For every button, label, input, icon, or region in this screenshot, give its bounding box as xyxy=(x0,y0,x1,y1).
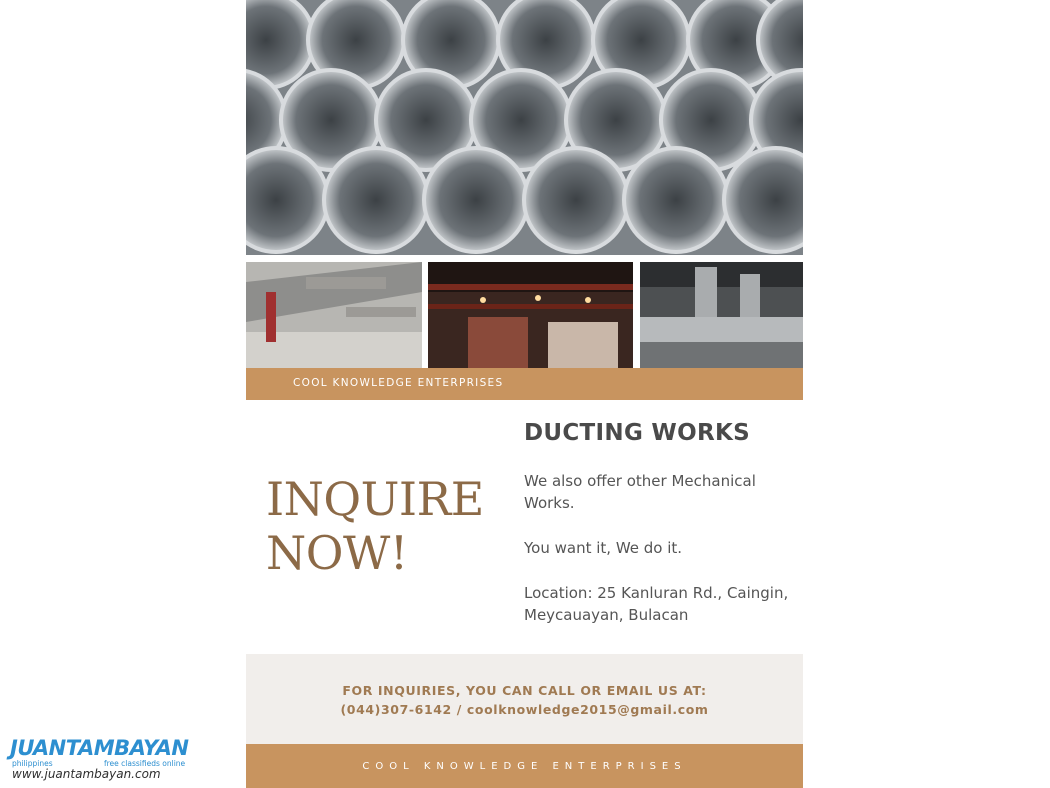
juantambayan-watermark xyxy=(10,736,194,784)
services-text: We also offer other Mechanical Works. xyxy=(524,472,756,512)
duct-pipe xyxy=(624,148,728,252)
duct-pipe xyxy=(424,148,528,252)
photo-ducts-ceiling xyxy=(246,262,422,368)
headline-line-1: INQUIRE xyxy=(266,472,484,526)
poster xyxy=(246,0,803,788)
contact-details: (044)307-6142 / coolknowledge2015@gmail.com xyxy=(340,702,709,717)
watermark-brand: JUANTAMBAYAN xyxy=(10,736,189,760)
watermark-url: www.juantambayan.com xyxy=(12,767,161,781)
photo-restaurant-ducts xyxy=(428,262,633,368)
bottom-company-name: COOL KNOWLEDGE ENTERPRISES xyxy=(362,761,687,772)
duct-stack-illustration xyxy=(246,0,803,255)
watermark-tagline-right: free classifieds online xyxy=(104,759,186,768)
contact-heading: FOR INQUIRIES, YOU CAN CALL OR EMAIL US AT: xyxy=(342,683,707,698)
top-company-band xyxy=(246,368,803,400)
location-text: Location: 25 Kanluran Rd., Caingin, Meycauayan, Bulacan xyxy=(524,584,789,624)
service-title: DUCTING WORKS xyxy=(524,420,750,446)
watermark-tagline-left: philippines xyxy=(12,759,53,768)
hero-duct-photo xyxy=(246,0,803,255)
duct-pipe xyxy=(524,148,628,252)
bottom-company-band xyxy=(246,744,803,788)
photo-kitchen-hood xyxy=(640,262,803,368)
duct-pipe xyxy=(246,148,328,252)
headline-line-2: NOW! xyxy=(266,526,408,580)
top-company-name: COOL KNOWLEDGE ENTERPRISES xyxy=(293,377,504,389)
inquire-now-headline xyxy=(266,472,516,580)
slogan-text: You want it, We do it. xyxy=(524,539,683,557)
contact-box xyxy=(246,654,803,744)
duct-pipe xyxy=(324,148,428,252)
